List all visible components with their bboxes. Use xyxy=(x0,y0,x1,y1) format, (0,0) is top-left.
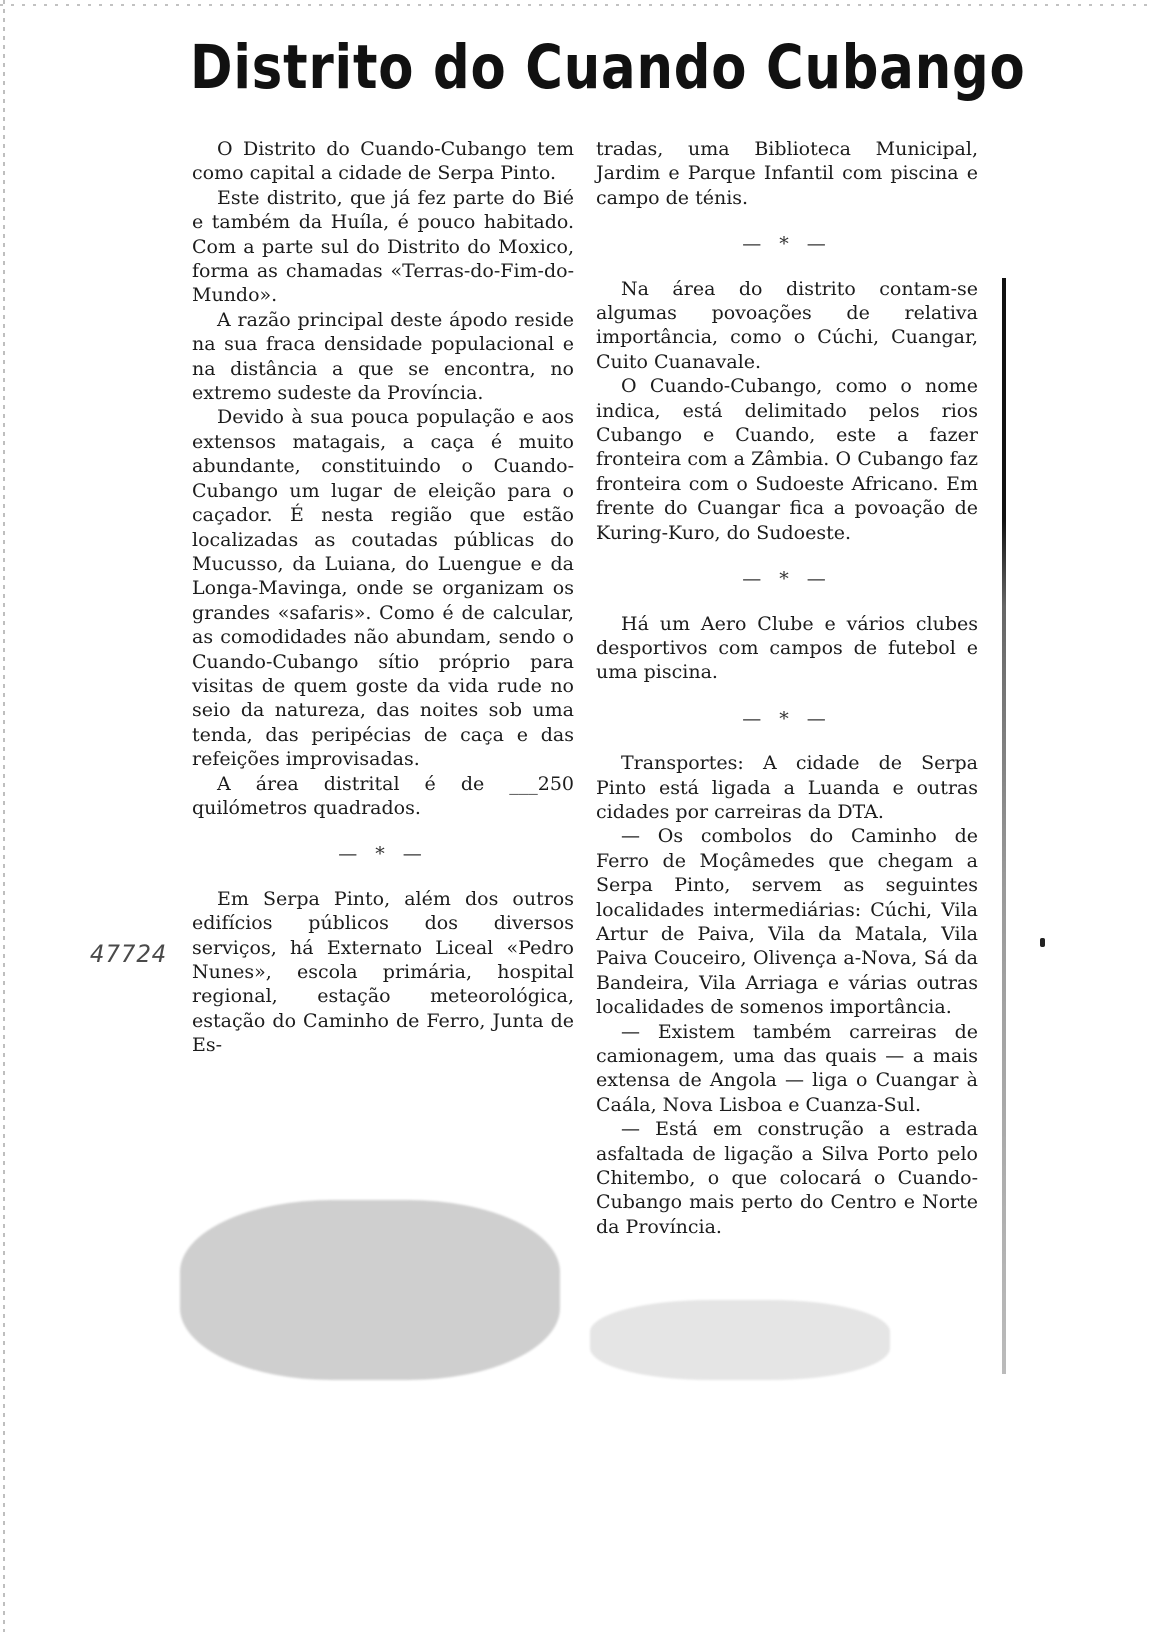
paragraph: Devido à sua pouca população e aos extensos matagais, a caça é muito abundante, constituindo o Cuando-Cubango um lugar de eleição para o caçador. É nesta região que estão localizadas as coutadas públicas do Mucusso, da Luiana, do Luengue e da Longa-Mavinga, onde se organizam os grandes «safaris». Como é de calcular, as comodidades não abundam, sendo o Cuando-Cubango sítio próprio para visitas de quem goste da vida rude no seio da natureza, das noites sob uma tenda, das peripécias de caça e das refeições improvisadas. xyxy=(192,406,574,771)
paragraph: Em Serpa Pinto, além dos outros edifícios públicos dos diversos serviços, há Externato Liceal «Pedro Nunes», escola primária, hospital regional, estação meteorológica, estação do Caminho de Ferro, Junta de Es- xyxy=(192,887,574,1057)
paragraph: Este distrito, que já fez parte do Bié e também da Huíla, é pouco habitado. Com a parte sul do Distrito do Moxico, forma as chamadas «Terras-do-Fim-do-Mundo». xyxy=(192,186,574,307)
paragraph: Há um Aero Clube e vários clubes desportivos com campos de futebol e uma piscina. xyxy=(596,612,978,684)
column-margin-bar xyxy=(1002,278,1006,1374)
paragraph: O Distrito do Cuando-Cubango tem como capital a cidade de Serpa Pinto. xyxy=(192,138,574,185)
paragraph: — Existem também carreiras de camionagem, uma das quais — a mais extensa de Angola — liga o Cuangar à Caála, Nova Lisboa e Cuanza-Sul. xyxy=(596,1020,978,1116)
paragraph: — Os combolos do Caminho de Ferro de Moçâmedes que chegam a Serpa Pinto, servem as seguintes localidades intermediárias: Cúchi, Vila Artur de Paiva, Vila da Matala, Vila Paiva Couceiro, Olivença a-Nova, Sá da Bandeira, Vila Arriaga e várias outras localidades de somenos importância. xyxy=(596,825,978,1019)
handwritten-margin-note: 47724 xyxy=(90,940,168,968)
paragraph: Transportes: A cidade de Serpa Pinto está ligada a Luanda e outras cidades por carreiras da DTA. xyxy=(596,752,978,823)
article-title: Distrito do Cuando Cubango xyxy=(190,32,1026,103)
paragraph: O Cuando-Cubango, como o nome indica, está delimitado pelos rios Cubango e Cuando, este a fazer fronteira com a Zâmbia. O Cubango faz fronteira com o Sudoeste Africano. Em frente do Cuangar fica a povoação de Kuring-Kuro, do Sudoeste. xyxy=(596,375,978,544)
scan-noise-blot xyxy=(590,1300,890,1380)
paragraph: — Está em construção a estrada asfaltada de ligação a Silva Porto pelo Chitembo, o que colocará o Cuando-Cubango mais perto do Centro e Norte da Província. xyxy=(596,1118,978,1238)
section-separator: — * — xyxy=(742,233,832,256)
paragraph: Na área do distrito contam-se algumas povoações de relativa importância, como o Cúchi, Cuangar, Cuito Cuanavale. xyxy=(596,277,978,373)
paragraph: tradas, uma Biblioteca Municipal, Jardim e Parque Infantil com piscina e campo de ténis. xyxy=(596,138,978,209)
article-column-left xyxy=(192,137,574,1058)
section-separator: — * — xyxy=(338,843,428,866)
section-separator: — * — xyxy=(742,707,832,730)
paragraph: A área distrital é de ___250 quilómetros quadrados. xyxy=(192,772,574,819)
paragraph: A razão principal deste ápodo reside na sua fraca densidade populacional e na distância a que se encontra, no extremo sudeste da Província. xyxy=(192,308,574,405)
scan-edge-top xyxy=(0,4,1152,6)
section-separator: — * — xyxy=(742,568,832,591)
scan-edge-left xyxy=(3,0,5,1632)
stray-ink-mark xyxy=(1040,938,1045,947)
article-column-right xyxy=(596,137,978,1239)
scan-noise-blot xyxy=(180,1200,560,1380)
